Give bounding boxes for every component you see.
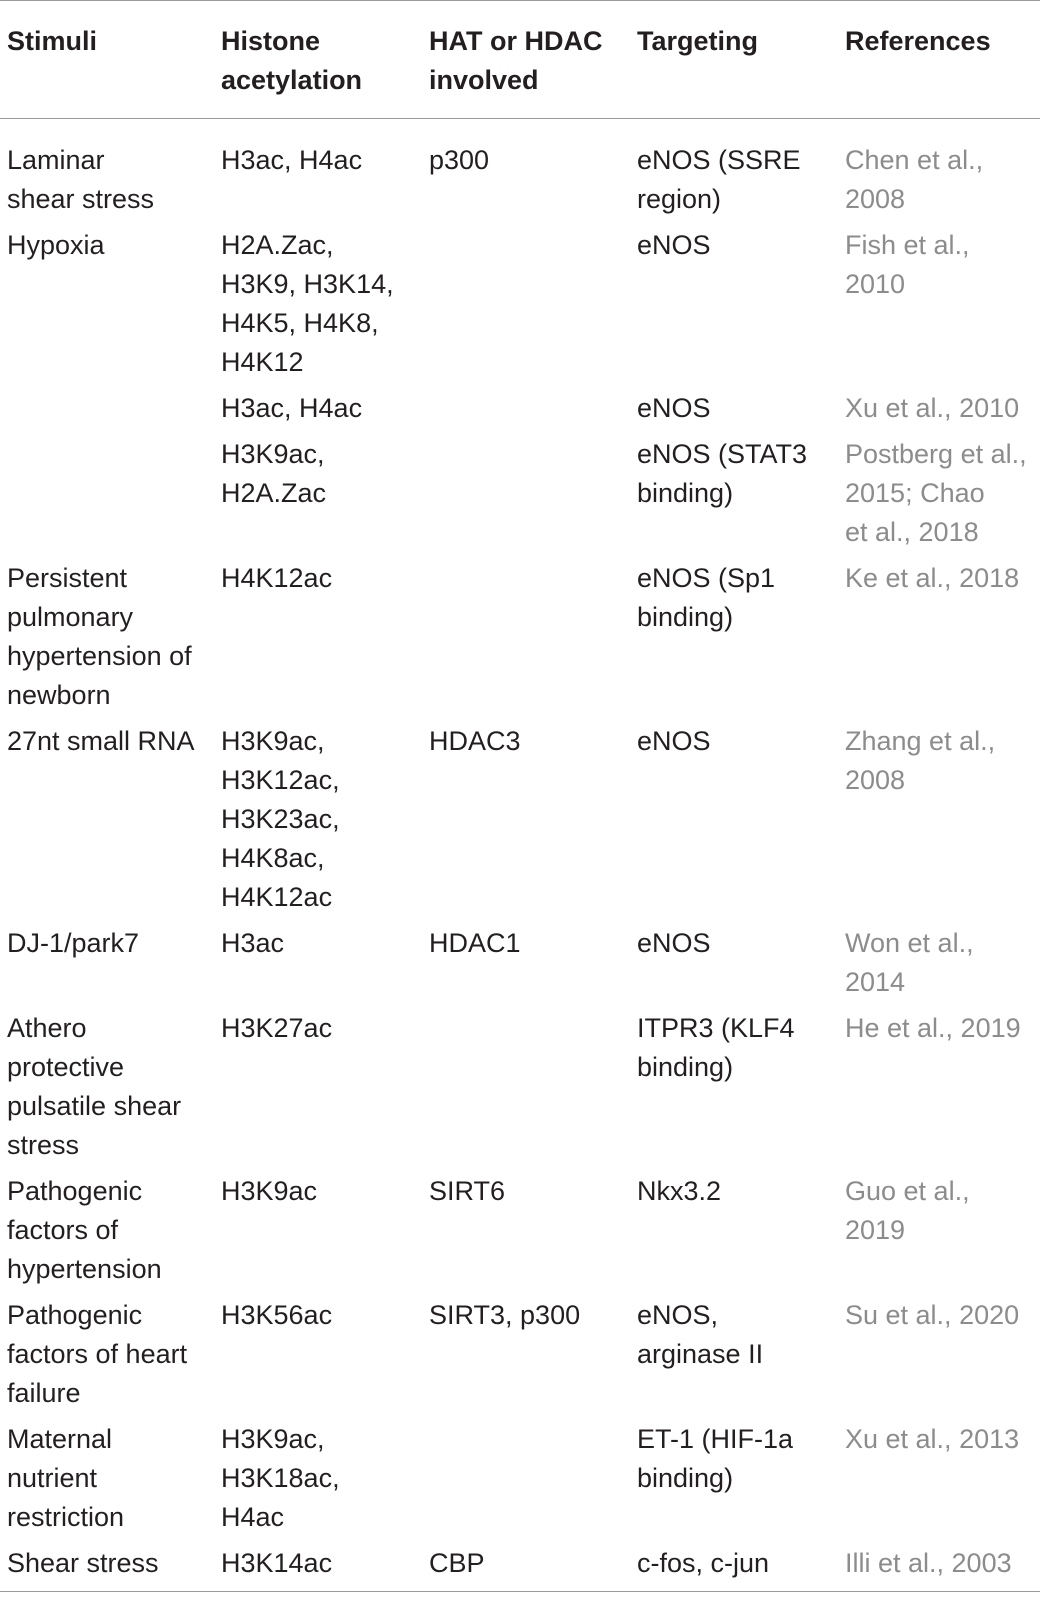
histone-acetylation-cell	[214, 386, 422, 432]
cell-line: p300	[429, 145, 490, 175]
cell-line: H3K14ac	[221, 1548, 333, 1578]
stimuli-cell	[0, 432, 214, 556]
table-row	[0, 921, 1040, 1006]
cell-line: eNOS,	[637, 1300, 719, 1330]
cell-line: eNOS (SSRE	[637, 145, 801, 175]
reference-cell	[838, 1006, 1040, 1169]
stimuli-cell	[0, 386, 214, 432]
cell-line: shear stress	[7, 184, 155, 214]
header-references	[838, 1, 1040, 119]
cell-line: H2A.Zac	[221, 478, 327, 508]
targeting-cell	[630, 1169, 838, 1293]
cell-line: H4K12ac	[221, 882, 333, 912]
cell-line: newborn	[7, 680, 111, 710]
cell-line: arginase II	[637, 1339, 764, 1369]
cell-line: hypertension of	[7, 641, 192, 671]
stimuli-cell	[0, 119, 214, 224]
hat-hdac-cell	[422, 119, 630, 224]
header-line: Stimuli	[7, 26, 98, 56]
cell-line: factors of heart	[7, 1339, 188, 1369]
cell-line: Xu et al., 2010	[845, 393, 1020, 423]
cell-line: He et al., 2019	[845, 1013, 1021, 1043]
cell-line: eNOS	[637, 726, 711, 756]
cell-line: SIRT3, p300	[429, 1300, 581, 1330]
cell-line: hypertension	[7, 1254, 162, 1284]
histone-acetylation-cell	[214, 921, 422, 1006]
cell-line: H4K5, H4K8,	[221, 308, 379, 338]
cell-line: H3K9ac,	[221, 726, 325, 756]
targeting-cell	[630, 119, 838, 224]
reference-cell	[838, 556, 1040, 719]
hat-hdac-cell	[422, 921, 630, 1006]
cell-line: restriction	[7, 1502, 125, 1532]
reference-cell	[838, 386, 1040, 432]
cell-line: Guo et al.,	[845, 1176, 970, 1206]
targeting-cell	[630, 1417, 838, 1541]
targeting-cell	[630, 1006, 838, 1169]
targeting-cell	[630, 432, 838, 556]
hat-hdac-cell	[422, 1417, 630, 1541]
cell-line: binding)	[637, 602, 734, 632]
cell-line: factors of	[7, 1215, 119, 1245]
cell-line: Chen et al.,	[845, 145, 984, 175]
cell-line: HDAC1	[429, 928, 521, 958]
hat-hdac-cell	[422, 1293, 630, 1417]
histone-acetylation-cell	[214, 1169, 422, 1293]
header-line: acetylation	[221, 65, 363, 95]
hat-hdac-cell	[422, 386, 630, 432]
table-body	[0, 119, 1040, 1592]
reference-cell	[838, 223, 1040, 386]
stimuli-cell	[0, 1169, 214, 1293]
cell-line: Fish et al., 2010	[845, 230, 970, 299]
cell-line: ITPR3 (KLF4	[637, 1013, 795, 1043]
cell-line: H3K27ac	[221, 1013, 333, 1043]
histone-acetylation-cell	[214, 1417, 422, 1541]
cell-line: 2014	[845, 967, 906, 997]
cell-line: Won et al.,	[845, 928, 974, 958]
histone-acetylation-cell	[214, 719, 422, 921]
cell-line: pulmonary	[7, 602, 134, 632]
hat-hdac-cell	[422, 1006, 630, 1169]
targeting-cell	[630, 386, 838, 432]
cell-line: protective	[7, 1052, 125, 1082]
cell-line: H4K12ac	[221, 563, 333, 593]
cell-line: eNOS	[637, 230, 711, 260]
table-row	[0, 1293, 1040, 1417]
histone-acetylation-cell	[214, 223, 422, 386]
reference-cell	[838, 1169, 1040, 1293]
table-row	[0, 223, 1040, 386]
header-hat-or-hdac	[422, 1, 630, 119]
cell-line: H3ac, H4ac	[221, 145, 363, 175]
targeting-cell	[630, 921, 838, 1006]
stimuli-cell	[0, 223, 214, 386]
stimuli-cell	[0, 1417, 214, 1541]
histone-acetylation-cell	[214, 1293, 422, 1417]
cell-line: Nkx3.2	[637, 1176, 722, 1206]
cell-line: H4ac	[221, 1502, 285, 1532]
cell-line: Persistent	[7, 563, 128, 593]
table-row	[0, 119, 1040, 224]
cell-line: Illi et al., 2003	[845, 1548, 1012, 1578]
hat-hdac-cell	[422, 432, 630, 556]
cell-line: failure	[7, 1378, 81, 1408]
cell-line: Xu et al., 2013	[845, 1424, 1020, 1454]
histone-acetylation-cell	[214, 1006, 422, 1169]
cell-line: 2019	[845, 1215, 906, 1245]
stimuli-cell	[0, 556, 214, 719]
histone-acetylation-cell	[214, 119, 422, 224]
reference-cell	[838, 119, 1040, 224]
header-row	[0, 1, 1040, 119]
cell-line: eNOS	[637, 928, 711, 958]
cell-line: ET-1 (HIF-1a	[637, 1424, 794, 1454]
cell-line: HDAC3	[429, 726, 521, 756]
cell-line: H3ac	[221, 928, 285, 958]
cell-line: eNOS (STAT3	[637, 439, 808, 469]
cell-line: Athero	[7, 1013, 87, 1043]
cell-line: H3K18ac,	[221, 1463, 340, 1493]
cell-line: pulsatile shear	[7, 1091, 182, 1121]
cell-line: H3K56ac	[221, 1300, 333, 1330]
table-row	[0, 432, 1040, 556]
cell-line: 2015; Chao	[845, 478, 985, 508]
cell-line: H2A.Zac,	[221, 230, 334, 260]
cell-line: binding)	[637, 1463, 734, 1493]
cell-line: 27nt small RNA	[7, 726, 195, 756]
reference-cell	[838, 1541, 1040, 1592]
targeting-cell	[630, 1541, 838, 1592]
cell-line: Hypoxia	[7, 230, 105, 260]
table-row	[0, 386, 1040, 432]
hat-hdac-cell	[422, 1541, 630, 1592]
header-line: Histone	[221, 26, 321, 56]
hat-hdac-cell	[422, 1169, 630, 1293]
cell-line: Shear stress	[7, 1548, 159, 1578]
cell-line: Ke et al., 2018	[845, 563, 1020, 593]
reference-cell	[838, 1293, 1040, 1417]
table-row	[0, 719, 1040, 921]
cell-line: eNOS	[637, 393, 711, 423]
cell-line: DJ-1/park7	[7, 928, 140, 958]
histone-acetylation-cell	[214, 432, 422, 556]
targeting-cell	[630, 1293, 838, 1417]
cell-line: Zhang et al.,	[845, 726, 996, 756]
stimuli-cell	[0, 1293, 214, 1417]
cell-line: Maternal	[7, 1424, 113, 1454]
histone-acetylation-cell	[214, 1541, 422, 1592]
cell-line: Su et al., 2020	[845, 1300, 1020, 1330]
cell-line: 2008	[845, 184, 906, 214]
cell-line: binding)	[637, 1052, 734, 1082]
header-line: involved	[429, 65, 539, 95]
table-header	[0, 1, 1040, 119]
stimuli-cell	[0, 1006, 214, 1169]
cell-line: eNOS (Sp1	[637, 563, 776, 593]
stimuli-cell	[0, 719, 214, 921]
cell-line: H3K23ac,	[221, 804, 340, 834]
header-line: Targeting	[637, 26, 758, 56]
table-row	[0, 1006, 1040, 1169]
cell-line: H3K9, H3K14,	[221, 269, 394, 299]
reference-cell	[838, 1417, 1040, 1541]
cell-line: c-fos, c-jun	[637, 1548, 770, 1578]
hat-hdac-cell	[422, 556, 630, 719]
header-line: References	[845, 26, 991, 56]
cell-line: Pathogenic	[7, 1300, 143, 1330]
stimuli-cell	[0, 921, 214, 1006]
cell-line: nutrient	[7, 1463, 98, 1493]
cell-line: H4K8ac,	[221, 843, 325, 873]
stimuli-cell	[0, 1541, 214, 1592]
cell-line: 2008	[845, 765, 906, 795]
header-histone-acetylation	[214, 1, 422, 119]
reference-cell	[838, 719, 1040, 921]
table-row	[0, 1169, 1040, 1293]
cell-line: binding)	[637, 478, 734, 508]
cell-line: Pathogenic	[7, 1176, 143, 1206]
header-line: HAT or HDAC	[429, 26, 603, 56]
histone-acetylation-cell	[214, 556, 422, 719]
cell-line: et al., 2018	[845, 517, 979, 547]
cell-line: CBP	[429, 1548, 485, 1578]
cell-line: SIRT6	[429, 1176, 506, 1206]
reference-cell	[838, 432, 1040, 556]
targeting-cell	[630, 556, 838, 719]
hat-hdac-cell	[422, 719, 630, 921]
targeting-cell	[630, 223, 838, 386]
table-row	[0, 1541, 1040, 1592]
targeting-cell	[630, 719, 838, 921]
table-row	[0, 556, 1040, 719]
table-row	[0, 1417, 1040, 1541]
hat-hdac-cell	[422, 223, 630, 386]
header-targeting	[630, 1, 838, 119]
cell-line: H3K9ac,	[221, 1424, 325, 1454]
reference-cell	[838, 921, 1040, 1006]
cell-line: H3K9ac	[221, 1176, 318, 1206]
cell-line: Laminar	[7, 145, 105, 175]
cell-line: H4K12	[221, 347, 304, 377]
cell-line: H3K9ac,	[221, 439, 325, 469]
cell-line: H3ac, H4ac	[221, 393, 363, 423]
cell-line: Postberg et al.,	[845, 439, 1027, 469]
cell-line: region)	[637, 184, 722, 214]
cell-line: stress	[7, 1130, 80, 1160]
header-stimuli	[0, 1, 214, 119]
cell-line: H3K12ac,	[221, 765, 340, 795]
